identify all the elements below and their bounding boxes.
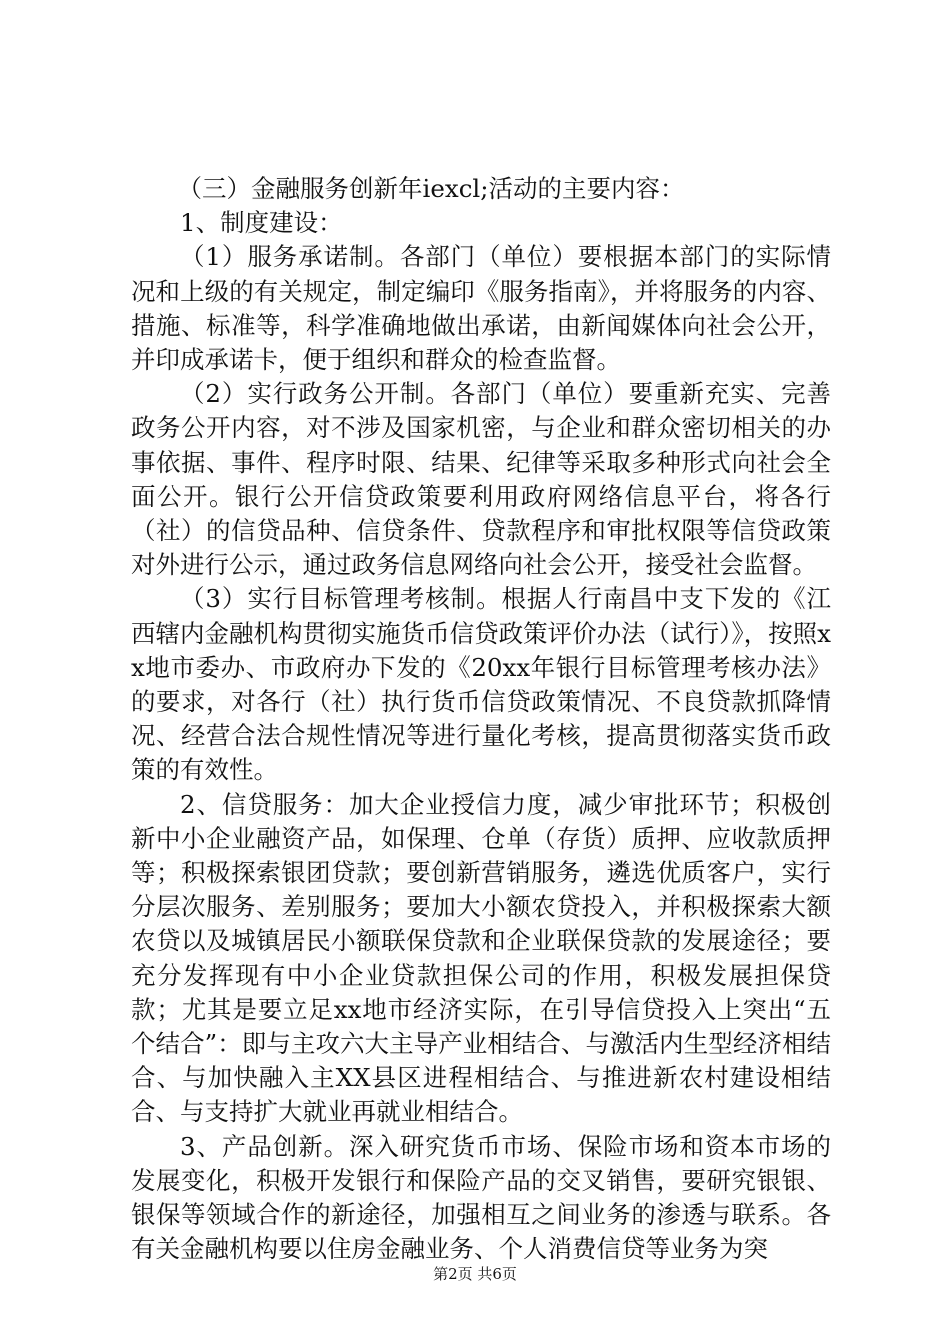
document-body xyxy=(131,172,831,1267)
paragraph: （1）服务承诺制。各部门（单位）要根据本部门的实际情况和上级的有关规定，制定编印《服务指南》，并将服务的内容、措施、标准等，科学准确地做出承诺，由新闻媒体向社会公开，并印成承诺卡，便于组织和群众的检查监督。 xyxy=(131,242,831,375)
page-footer: 第2页 共6页 xyxy=(433,1265,517,1283)
paragraph: （3）实行目标管理考核制。根据人行南昌中支下发的《江西辖内金融机构贯彻实施货币信贷政策评价办法（试行）》，按照xx地市委办、市政府办下发的《20xx年银行目标管理考核办法》的要求，对各行（社）执行货币信贷政策情况、不良贷款抓降情况、经营合法合规性情况等进行量化考核，提高贯彻落实货币政策的有效性。 xyxy=(131,584,831,785)
paragraph: 3、产品创新。深入研究货币市场、保险市场和资本市场的发展变化，积极开发银行和保险产品的交叉销售，要研究银银、银保等领域合作的新途径，加强相互之间业务的渗透与联系。各有关金融机构要以住房金融业务、个人消费信贷等业务为突 xyxy=(131,1131,831,1264)
section-heading: （三）金融服务创新年iexcl;活动的主要内容： xyxy=(177,174,685,203)
paragraph: （2）实行政务公开制。各部门（单位）要重新充实、完善政务公开内容，对不涉及国家机密，与企业和群众密切相关的办事依据、事件、程序时限、结果、纪律等采取多种形式向社会全面公开。银行公开信贷政策要利用政府网络信息平台，将各行（社）的信贷品种、信贷条件、贷款程序和审批权限等信贷政策对外进行公示，通过政务信息网络向社会公开，接受社会监督。 xyxy=(131,379,831,580)
subsection-heading: 1、制度建设： xyxy=(180,208,343,238)
paragraph: 2、信贷服务：加大企业授信力度，减少审批环节；积极创新中小企业融资产品，如保理、仓单（存货）质押、应收款质押等；积极探索银团贷款；要创新营销服务，遴选优质客户，实行分层次服务、差别服务；要加大小额农贷投入，并积极探索大额农贷以及城镇居民小额联保贷款和企业联保贷款的发展途径；要充分发挥现有中小企业贷款担保公司的作用，积极发展担保贷款；尤其是要立足xx地市经济实际，在引导信贷投入上突出“五个结合”：即与主攻六大主导产业相结合、与激活内生型经济相结合、与加快融入主XX县区进程相结合、与推进新农村建设相结合、与支持扩大就业再就业相结合。 xyxy=(131,789,831,1127)
